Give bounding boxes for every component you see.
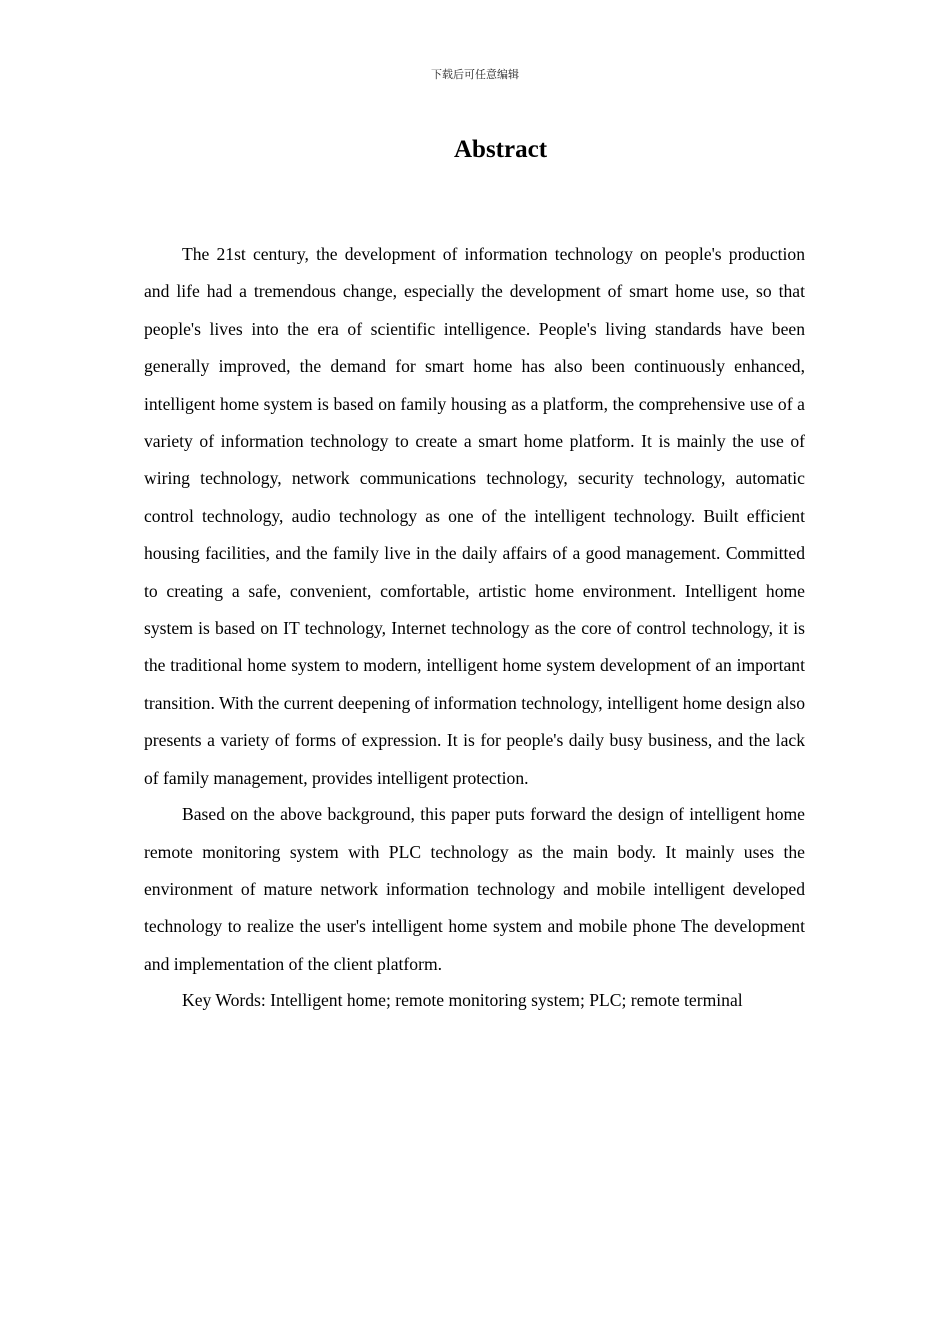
page-title: Abstract bbox=[453, 136, 548, 163]
abstract-paragraph-1: The 21st century, the development of information technology on people's production and life had a tremendous change, especially the development of smart home use, so that people's lives into the era of scientific intelligence. People's living standards have been generally improved, the demand for smart home has also been continuously enhanced, intelligent home system is based on family housing as a platform, the comprehensive use of a variety of information technology to create a smart home platform. It is mainly the use of wiring technology, network communications technology, security technology, automatic control technology, audio technology as one of the intelligent technology. Built efficient housing facilities, and the family live in the daily affairs of a good management. Committed to creating a safe, convenient, comfortable, artistic home environment. Intelligent home system is based on IT technology, Internet technology as the core of control technology, it is the traditional home system to modern, intelligent home system development of an important transition. With the current deepening of information technology, intelligent home design also presents a variety of forms of expression. It is for people's daily busy business, and the lack of family management, provides intelligent protection. bbox=[144, 244, 805, 788]
abstract-paragraph-2: Based on the above background, this paper puts forward the design of intelligent home remote monitoring system with PLC technology as the main body. It mainly uses the environment of mature network information technology and mobile intelligent developed technology to realize the user's intelligent home system and mobile phone The development and implementation of the client platform. bbox=[144, 804, 805, 974]
keywords-line: Key Words: Intelligent home; remote monitoring system; PLC; remote terminal bbox=[182, 990, 743, 1011]
header-note: 下载后可任意编辑 bbox=[431, 68, 519, 81]
abstract-body bbox=[144, 236, 805, 1020]
